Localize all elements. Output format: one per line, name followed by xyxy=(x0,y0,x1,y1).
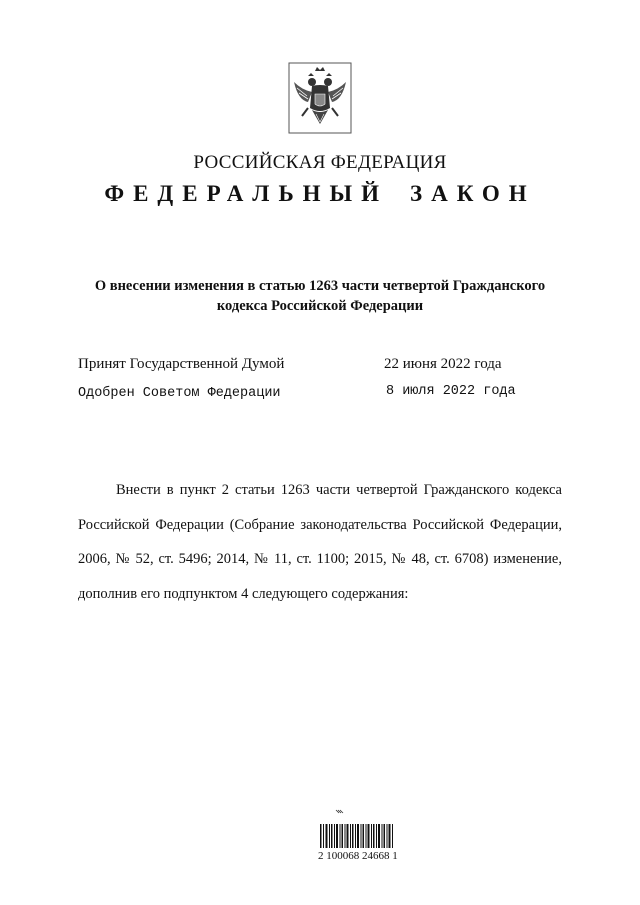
law-title xyxy=(60,276,580,316)
council-approval-date: 8 июля 2022 года xyxy=(386,384,516,399)
coat-of-arms-icon xyxy=(288,62,352,134)
duma-adoption-date: 22 июня 2022 года xyxy=(384,356,502,372)
document-type-word-1: ФЕДЕРАЛЬНЫЙ xyxy=(104,181,389,206)
law-title-line-2: кодекса Российской Федерации xyxy=(216,298,424,314)
document-type-word-2: ЗАКОН xyxy=(410,181,536,206)
law-body-paragraph: Внести в пункт 2 статьи 1263 части четвертой Гражданского кодекса Российской Федерации (Собрание законодательства Российской Федерации, 2006, № 52, ст. 5496; 2014, № 11, ст. 1100; 2015, № 48, ст. 6708) изменение, дополнив его подпунктом 4 следующего содержания: xyxy=(78,482,562,602)
barcode-number: 2 100068 24668 1 xyxy=(318,850,398,862)
document-type xyxy=(0,181,640,207)
council-approval-label: Одобрен Советом Федерации xyxy=(78,386,281,401)
duma-adoption-label: Принят Государственной Думой xyxy=(78,356,285,372)
country-name: РОССИЙСКАЯ ФЕДЕРАЦИЯ xyxy=(193,152,447,173)
law-title-line-1: О внесении изменения в статью 1263 части четвертой Гражданского xyxy=(94,278,546,294)
